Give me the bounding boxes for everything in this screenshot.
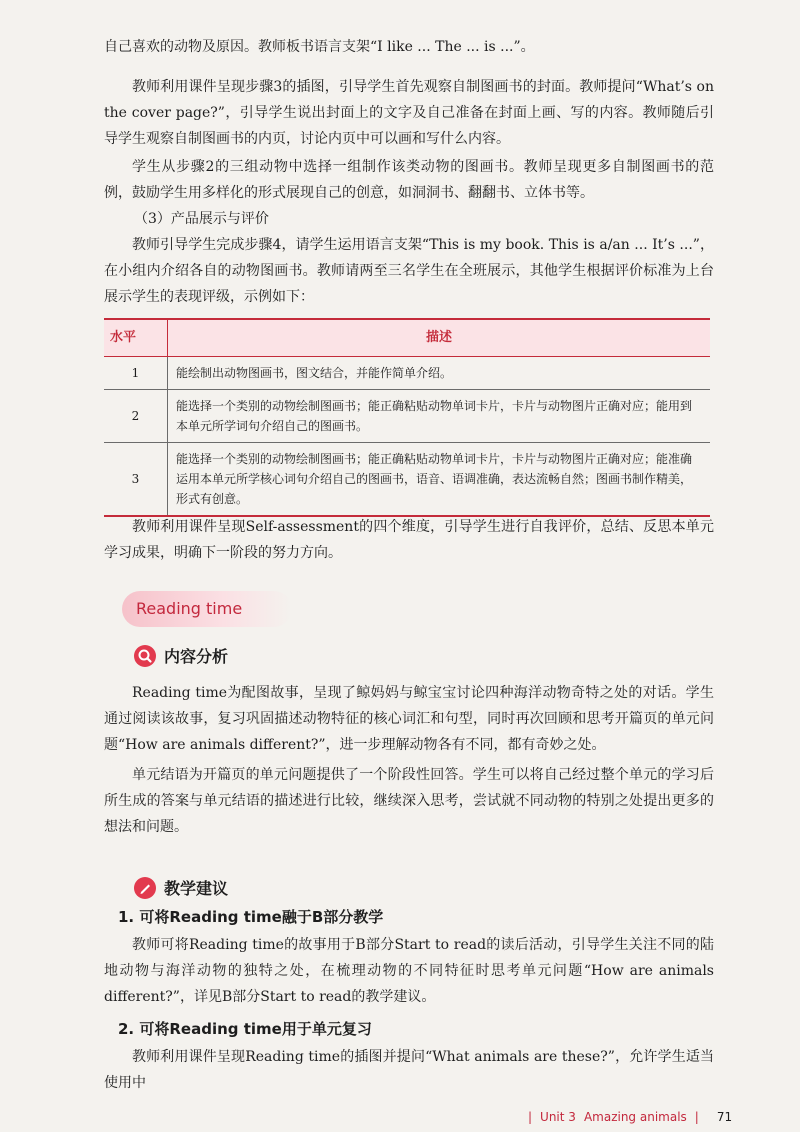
table-header-desc: 描述 xyxy=(168,319,711,357)
evaluation-table xyxy=(104,318,710,517)
table-cell-desc: 能选择一个类别的动物绘制图画书；能正确粘贴动物单词卡片，卡片与动物图片正确对应；能准确运用本单元所学核心词句介绍自己的图画书，语音、语调准确，表达流畅自然；图画书制作精美，形式有创意。 xyxy=(168,443,711,517)
paragraph-4: 教师引导学生完成步骤4，请学生运用语言支架“This is my book. This is a/an ... It’s ...”，在小组内介绍各自的动物图画书。教师请两至三名学生在全班展示，其他学生根据评价标准为上台展示学生的表现评级，示例如下： xyxy=(104,237,714,305)
subheading-3: （3）产品展示与评价 xyxy=(134,211,269,227)
paragraph-3: 学生从步骤2的三组动物中选择一组制作该类动物的图画书。教师呈现更多自制图画书的范例，鼓励学生用多样化的形式展现自己的创意，如洞洞书、翻翻书、立体书等。 xyxy=(104,159,714,201)
table-cell-level: 1 xyxy=(104,357,168,390)
paragraph-9: 教师利用课件呈现Reading time的插图并提问“What animals are these?”，允许学生适当使用中 xyxy=(104,1049,714,1091)
table-row xyxy=(104,357,710,390)
paragraph-2: 教师利用课件呈现步骤3的插图，引导学生首先观察自制图画书的封面。教师提问“What’s on the cover page?”，引导学生说出封面上的文字及自己准备在封面上画、写的内容。教师随后引导学生观察自制图画书的内页，讨论内页中可以画和写什么内容。 xyxy=(104,79,714,147)
pencil-icon xyxy=(134,877,156,899)
table-cell-desc: 能选择一个类别的动物绘制图画书；能正确粘贴动物单词卡片，卡片与动物图片正确对应；能用到本单元所学词句介绍自己的图画书。 xyxy=(168,390,711,443)
page-footer: | Unit 3 Amazing animals | 71 xyxy=(528,1110,733,1124)
table-header-level: 水平 xyxy=(104,319,168,357)
paragraph-7: 单元结语为开篇页的单元问题提供了一个阶段性回答。学生可以将自己经过整个单元的学习后所生成的答案与单元结语的描述进行比较，继续深入思考，尝试就不同动物的特别之处提出更多的想法和问题。 xyxy=(104,767,714,835)
table-cell-desc: 能绘制出动物图画书，图文结合，并能作简单介绍。 xyxy=(168,357,711,390)
paragraph-5: 教师利用课件呈现Self-assessment的四个维度，引导学生进行自我评价，总结、反思本单元学习成果，明确下一阶段的努力方向。 xyxy=(104,519,714,561)
table-cell-level: 3 xyxy=(104,443,168,517)
paragraph-8: 教师可将Reading time的故事用于B部分Start to read的读后活动，引导学生关注不同的陆地动物与海洋动物的独特之处，在梳理动物的不同特征时思考单元问题“How are animals different?”，详见B部分Start to read的教学建议。 xyxy=(104,937,714,1005)
analysis-heading-text: 内容分析 xyxy=(164,647,229,666)
suggest-heading xyxy=(134,876,228,899)
table-cell-level: 2 xyxy=(104,390,168,443)
paragraph-6: Reading time为配图故事，呈现了鲸妈妈与鲸宝宝讨论四种海洋动物奇特之处的对话。学生通过阅读该故事，复习巩固描述动物特征的核心词汇和句型，同时再次回顾和思考开篇页的单元问题“How are animals different?”，进一步理解动物各有不同，都有奇妙之处。 xyxy=(104,685,714,753)
footer-title: Amazing animals xyxy=(583,1110,687,1124)
analysis-heading xyxy=(134,644,228,667)
suggest-heading-text: 教学建议 xyxy=(164,879,229,898)
page-number: 71 xyxy=(716,1110,733,1124)
paragraph-1: 自己喜欢的动物及原因。教师板书语言支架“I like ... The ... is ...”。 xyxy=(104,39,535,55)
magnifier-icon xyxy=(134,645,156,667)
numbered-heading-1: 1. 可将Reading time融于B部分教学 xyxy=(118,908,384,926)
numbered-heading-2: 2. 可将Reading time用于单元复习 xyxy=(118,1020,372,1038)
table-row xyxy=(104,390,710,443)
table-row xyxy=(104,443,710,517)
reading-time-label: Reading time xyxy=(122,591,292,627)
footer-unit: Unit 3 xyxy=(540,1110,576,1124)
